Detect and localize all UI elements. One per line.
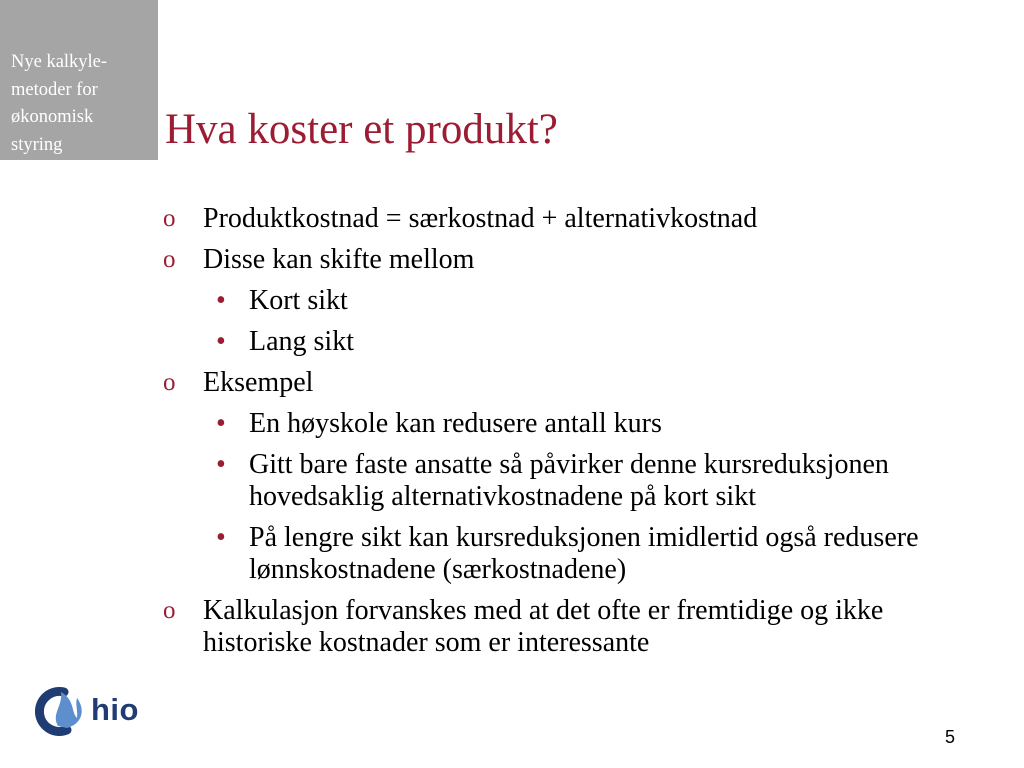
sub-bullet-marker: • — [216, 285, 226, 316]
sub-bullet-text: Gitt bare faste ansatte så påvirker denne kursreduksjonen hovedsaklig alternativkostnadene på kort sikt — [249, 449, 889, 512]
logo-flame — [56, 692, 82, 728]
sub-bullet-item — [158, 449, 958, 513]
bullet-text: Produktkostnad = særkostnad + alternativkostnad — [203, 203, 758, 234]
bullet-text: Disse kan skifte mellom — [203, 244, 475, 275]
hio-logo — [33, 680, 143, 740]
course-title-line: styring — [11, 134, 63, 155]
bullet-marker: o — [163, 205, 176, 232]
bullet-marker: o — [163, 369, 176, 396]
slide-title: Hva koster et produkt? — [165, 106, 558, 153]
sub-bullet-marker: • — [216, 326, 226, 357]
sub-bullet-item — [158, 285, 958, 317]
course-title-box — [0, 0, 158, 160]
course-title-line: Nye kalkyle- — [11, 52, 108, 72]
course-title-line: metoder for — [11, 79, 98, 100]
sub-bullet-item — [158, 522, 958, 586]
course-title — [11, 49, 151, 159]
hio-logo-icon — [33, 680, 93, 740]
bullet-item — [158, 367, 958, 399]
bullet-list — [158, 203, 958, 668]
sub-bullet-text: En høyskole kan redusere antall kurs — [249, 408, 662, 439]
sub-bullet-item — [158, 408, 958, 440]
bullet-item — [158, 244, 958, 276]
bullet-marker: o — [163, 597, 176, 624]
course-title-line: økonomisk — [11, 107, 94, 127]
sub-bullet-item — [158, 326, 958, 358]
sub-bullet-text: Lang sikt — [249, 326, 354, 357]
bullet-item — [158, 595, 958, 659]
sub-bullet-text: På lengre sikt kan kursreduksjonen imidlertid også redusere lønnskostnadene (særkostnadene) — [249, 522, 919, 585]
sub-bullet-marker: • — [216, 408, 226, 439]
bullet-item — [158, 203, 958, 235]
sub-bullet-text: Kort sikt — [249, 285, 348, 316]
bullet-marker: o — [163, 246, 176, 273]
bullet-text: Kalkulasjon forvanskes med at det ofte er fremtidige og ikke historiske kostnader som er interessante — [203, 595, 884, 658]
sub-bullet-marker: • — [216, 522, 226, 553]
sub-bullet-marker: • — [216, 449, 226, 480]
bullet-text: Eksempel — [203, 367, 314, 398]
page-number: 5 — [945, 727, 956, 747]
hio-logo-text: hio — [91, 692, 139, 727]
